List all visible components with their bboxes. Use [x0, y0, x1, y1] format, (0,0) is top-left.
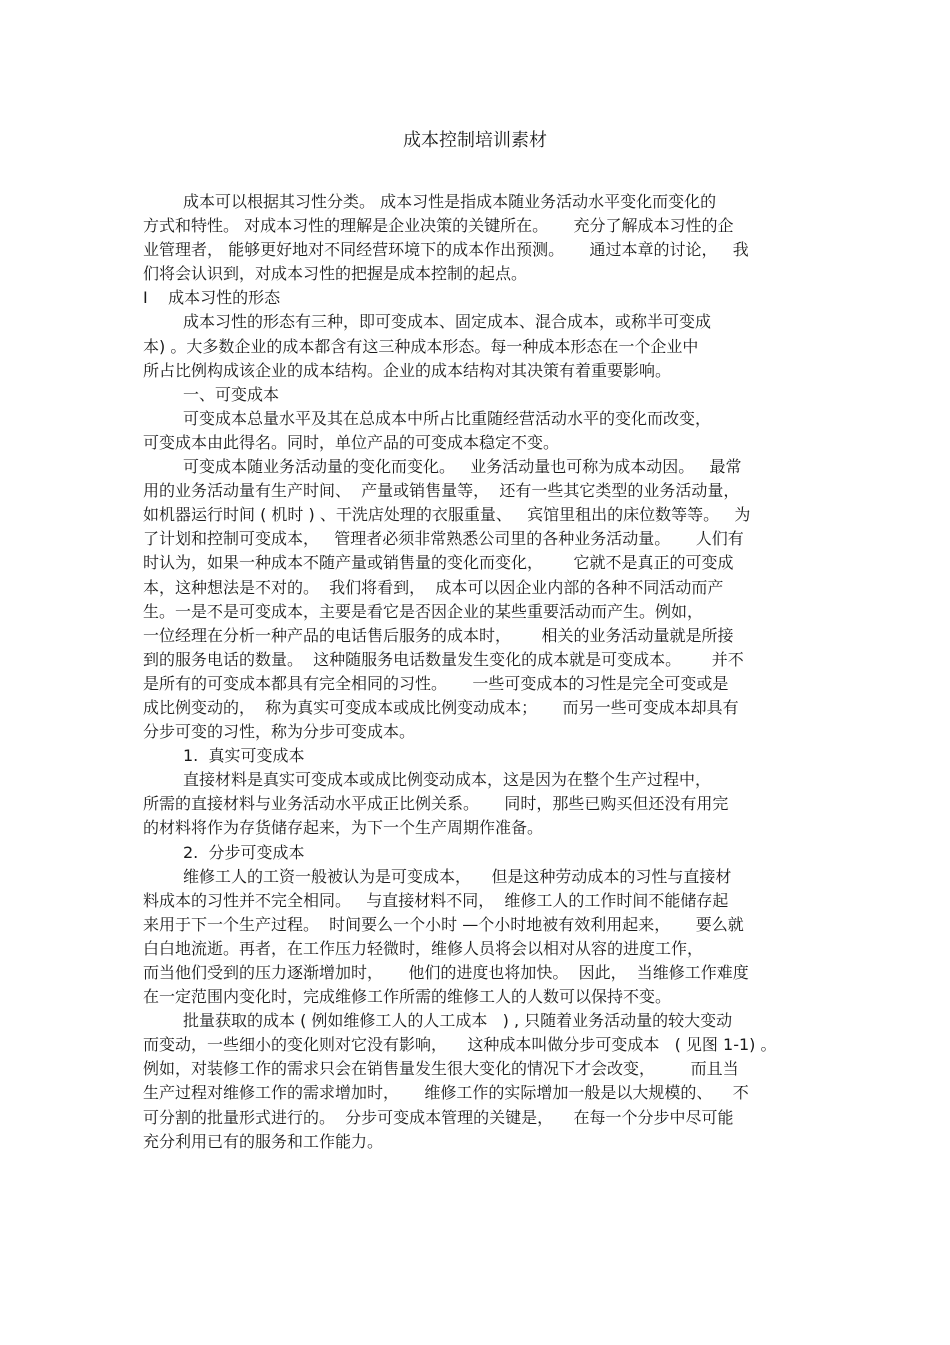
body-text-line: 用的业务活动量有生产时间、 产量或销售量等， 还有一些其它类型的业务活动量， [143, 481, 740, 501]
body-text-line: 是所有的可变成本都具有完全相同的习性。 一些可变成本的习性是完全可变或是 [143, 673, 729, 693]
body-text-line: 生。一是不是可变成本，主要是看它是否因企业的某些重要活动而产生。例如， [143, 601, 704, 621]
body-text-line: 可变成本由此得名。同时，单位产品的可变成本稳定不变。 [143, 432, 560, 452]
body-text-line: 一、可变成本 [183, 384, 280, 404]
body-text-line: 本) 。大多数企业的成本都含有这三种成本形态。每一种成本形态在一个企业中 [143, 336, 699, 356]
body-text-line: 分步可变的习性，称为分步可变成本。 [143, 722, 416, 742]
body-text-line: 所占比例构成该企业的成本结构。企业的成本结构对其决策有着重要影响。 [143, 360, 672, 380]
body-text-line: 一位经理在分析一种产品的电话售后服务的成本时， 相关的业务活动量就是所接 [143, 625, 734, 645]
body-text-line: 成本习性的形态有三种，即可变成本、固定成本、混合成本，或称半可变成 [183, 312, 712, 332]
body-text-line: 例如，对装修工作的需求只会在销售量发生很大变化的情况下才会改变， 而且当 [143, 1059, 739, 1079]
body-text-line: 方式和特性。 对成本习性的理解是企业决策的关键所在。 充分了解成本习性的企 [143, 216, 734, 236]
body-text-line: 业管理者， 能够更好地对不同经营环境下的成本作出预测。 通过本章的讨论， 我 [143, 240, 749, 260]
body-text-line: 批量获取的成本 ( 例如维修工人的人工成本 ) , 只随着业务活动量的较大变动 [183, 1011, 733, 1031]
body-text-line: 可分割的批量形式进行的。 分步可变成本管理的关键是， 在每一个分步中尽可能 [143, 1107, 734, 1127]
body-text-line: 时认为，如果一种成本不随产量或销售量的变化而变化， 它就不是真正的可变成 [143, 553, 734, 573]
body-text-line: 了计划和控制可变成本， 管理者必须非常熟悉公司里的各种业务活动量。 人们有 [143, 529, 744, 549]
body-text-line: 的材料将作为存货储存起来，为下一个生产周期作准备。 [143, 818, 544, 838]
body-text-line: 所需的直接材料与业务活动水平成正比例关系。 同时，那些已购买但还没有用完 [143, 794, 729, 814]
body-text-line: 而当他们受到的压力逐渐增加时， 他们的进度也将加快。 因此， 当维修工作难度 [143, 963, 749, 982]
body-text-line: 可变成本总量水平及其在总成本中所占比重随经营活动水平的变化而改变， [183, 408, 712, 428]
body-text-line: 可变成本随业务活动量的变化而变化。 业务活动量也可称为成本动因。 最常 [183, 457, 742, 477]
document-title: 成本控制培训素材 [403, 130, 547, 151]
body-text-line: 成本可以根据其习性分类。 成本习性是指成本随业务活动水平变化而变化的 [183, 192, 717, 211]
body-text-line: 到的服务电话的数量。 这种随服务电话数量发生变化的成本就是可变成本。 并不 [143, 649, 744, 669]
body-text-line: 白白地流逝。再者，在工作压力轻微时，维修人员将会以相对从容的进度工作， [143, 938, 704, 958]
document-body [143, 190, 823, 1154]
body-text-line: 成比例变动的， 称为真实可变成本或成比例变动成本； 而另一些可变成本却具有 [143, 697, 739, 717]
body-text-line: 直接材料是真实可变成本或成比例变动成本，这是因为在整个生产过程中， [183, 770, 712, 790]
body-text-line: 们将会认识到，对成本习性的把握是成本控制的起点。 [143, 264, 528, 284]
body-text-line: 维修工人的工资一般被认为是可变成本， 但是这种劳动成本的习性与直接材 [183, 866, 732, 886]
body-text-line: 生产过程对维修工作的需求增加时， 维修工作的实际增加一般是以大规模的、 不 [143, 1083, 749, 1103]
body-text-line: 来用于下一个生产过程。 时间要么一个小时 —个小时地被有效利用起来， 要么就 [143, 914, 744, 934]
body-text-line: 本，这种想法是不对的。 我们将看到， 成本可以因企业内部的各种不同活动而产 [143, 577, 724, 597]
body-text-line: I 成本习性的形态 [143, 288, 281, 308]
body-text-line: 而变动，一些细小的变化则对它没有影响， 这种成本叫做分步可变成本 ( 见图 1-1) 。 [143, 1035, 777, 1055]
body-text-line: 2. 分步可变成本 [183, 842, 305, 862]
body-text-line: 1. 真实可变成本 [183, 746, 305, 766]
body-text-line: 在一定范围内变化时，完成维修工作所需的维修工人的人数可以保持不变。 [143, 987, 672, 1007]
body-text-line: 充分利用已有的服务和工作能力。 [143, 1131, 384, 1151]
body-text-line: 如机器运行时间 ( 机时 ) 、干洗店处理的衣服重量、 宾馆里租出的床位数等等。 为 [143, 505, 751, 525]
body-text-line: 料成本的习性并不完全相同。 与直接材料不同， 维修工人的工作时间不能储存起 [143, 890, 729, 910]
